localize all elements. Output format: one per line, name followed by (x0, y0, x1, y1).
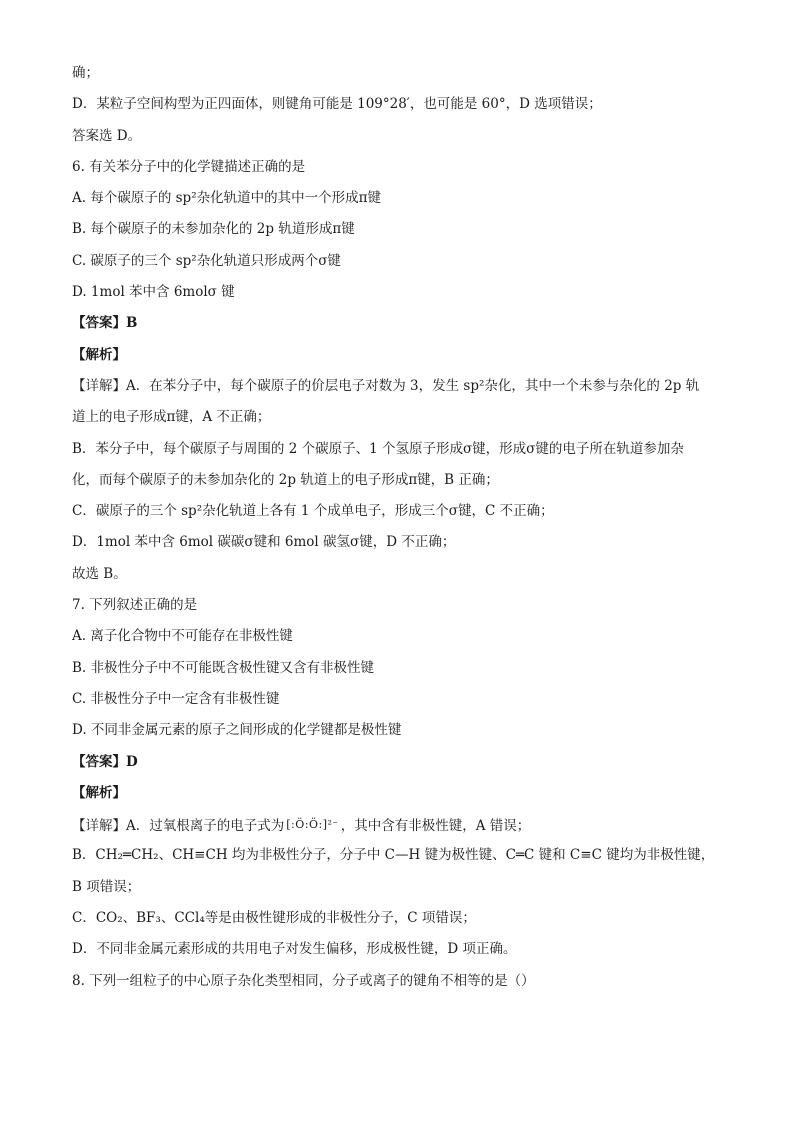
question-6-stem: 6. 有关苯分子中的化学键描述正确的是 (72, 158, 306, 175)
peroxide-explanation-line (72, 809, 732, 840)
option-d: D. 不同非金属元素的原子之间形成的化学键都是极性键 (72, 722, 402, 739)
option-a: A. 离子化合物中不可能存在非极性键 (72, 628, 293, 645)
question-8-stem: 8. 下列一组粒子的中心原子杂化类型相同，分子或离子的键角不相等的是（） (72, 972, 535, 989)
text-line: B 项错误； (72, 878, 141, 895)
answer-label: 【答案】D (72, 753, 138, 770)
option-b: B. 每个碳原子的未参加杂化的 2p 轨道形成π键 (72, 221, 355, 238)
peroxide-electron-formula: [:Ö:Ö:]²⁻ (286, 818, 339, 832)
text-line: D．不同非金属元素形成的共用电子对发生偏移，形成极性键，D 项正确。 (72, 941, 517, 958)
text-line: C．碳原子的三个 sp²杂化轨道上各有 1 个成单电子，形成三个σ键，C 不正确； (72, 503, 554, 520)
option-c: C. 碳原子的三个 sp²杂化轨道只形成两个σ键 (72, 252, 341, 269)
question-7-stem: 7. 下列叙述正确的是 (72, 597, 198, 614)
text-segment: ，其中含有非极性键，A 错误； (340, 818, 531, 835)
answer-label: 【答案】B (72, 315, 138, 332)
text-line: B．苯分子中，每个碳原子与周围的 2 个碳原子、1 个氢原子形成σ键，形成σ键的电子所在轨道参加杂 (72, 440, 684, 457)
text-line: 道上的电子形成π键，A 不正确； (72, 409, 271, 426)
analysis-label: 【解析】 (72, 784, 126, 801)
text-line: 确； (72, 65, 99, 81)
text-line: 【详解】A．在苯分子中，每个碳原子的价层电子对数为 3，发生 sp²杂化，其中一个未参与杂化的 2p 轨 (72, 377, 700, 394)
option-d: D. 1mol 苯中含 6molσ 键 (72, 284, 235, 301)
text-segment: 【详解】A．过氧根离子的电子式为 (72, 818, 285, 835)
option-a: A. 每个碳原子的 sp²杂化轨道中的其中一个形成π键 (72, 190, 381, 207)
text-line: 化，而每个碳原子的未参加杂化的 2p 轨道上的电子形成π键，B 正确； (72, 471, 499, 488)
text-line: 故选 B。 (72, 565, 127, 582)
text-line: C．CO₂、BF₃、CCl₄等是由极性键形成的非极性分子，C 项错误； (72, 910, 476, 927)
text-line: 答案选 D。 (72, 127, 142, 144)
analysis-label: 【解析】 (72, 346, 126, 363)
document-page (72, 58, 732, 997)
text-line: D．某粒子空间构型为正四面体，则键角可能是 109°28′，也可能是 60°，D 选项错误； (72, 96, 602, 113)
text-line: D．1mol 苯中含 6mol 碳碳σ键和 6mol 碳氢σ键，D 不正确； (72, 534, 456, 551)
text-line: B．CH₂═CH₂、CH≡CH 均为非极性分子，分子中 C—H 键为极性键、C═C 键和 C≡C 键均为非极性键， (72, 847, 715, 864)
option-b: B. 非极性分子中不可能既含极性键又含有非极性键 (72, 659, 375, 676)
option-c: C. 非极性分子中一定含有非极性键 (72, 690, 280, 707)
